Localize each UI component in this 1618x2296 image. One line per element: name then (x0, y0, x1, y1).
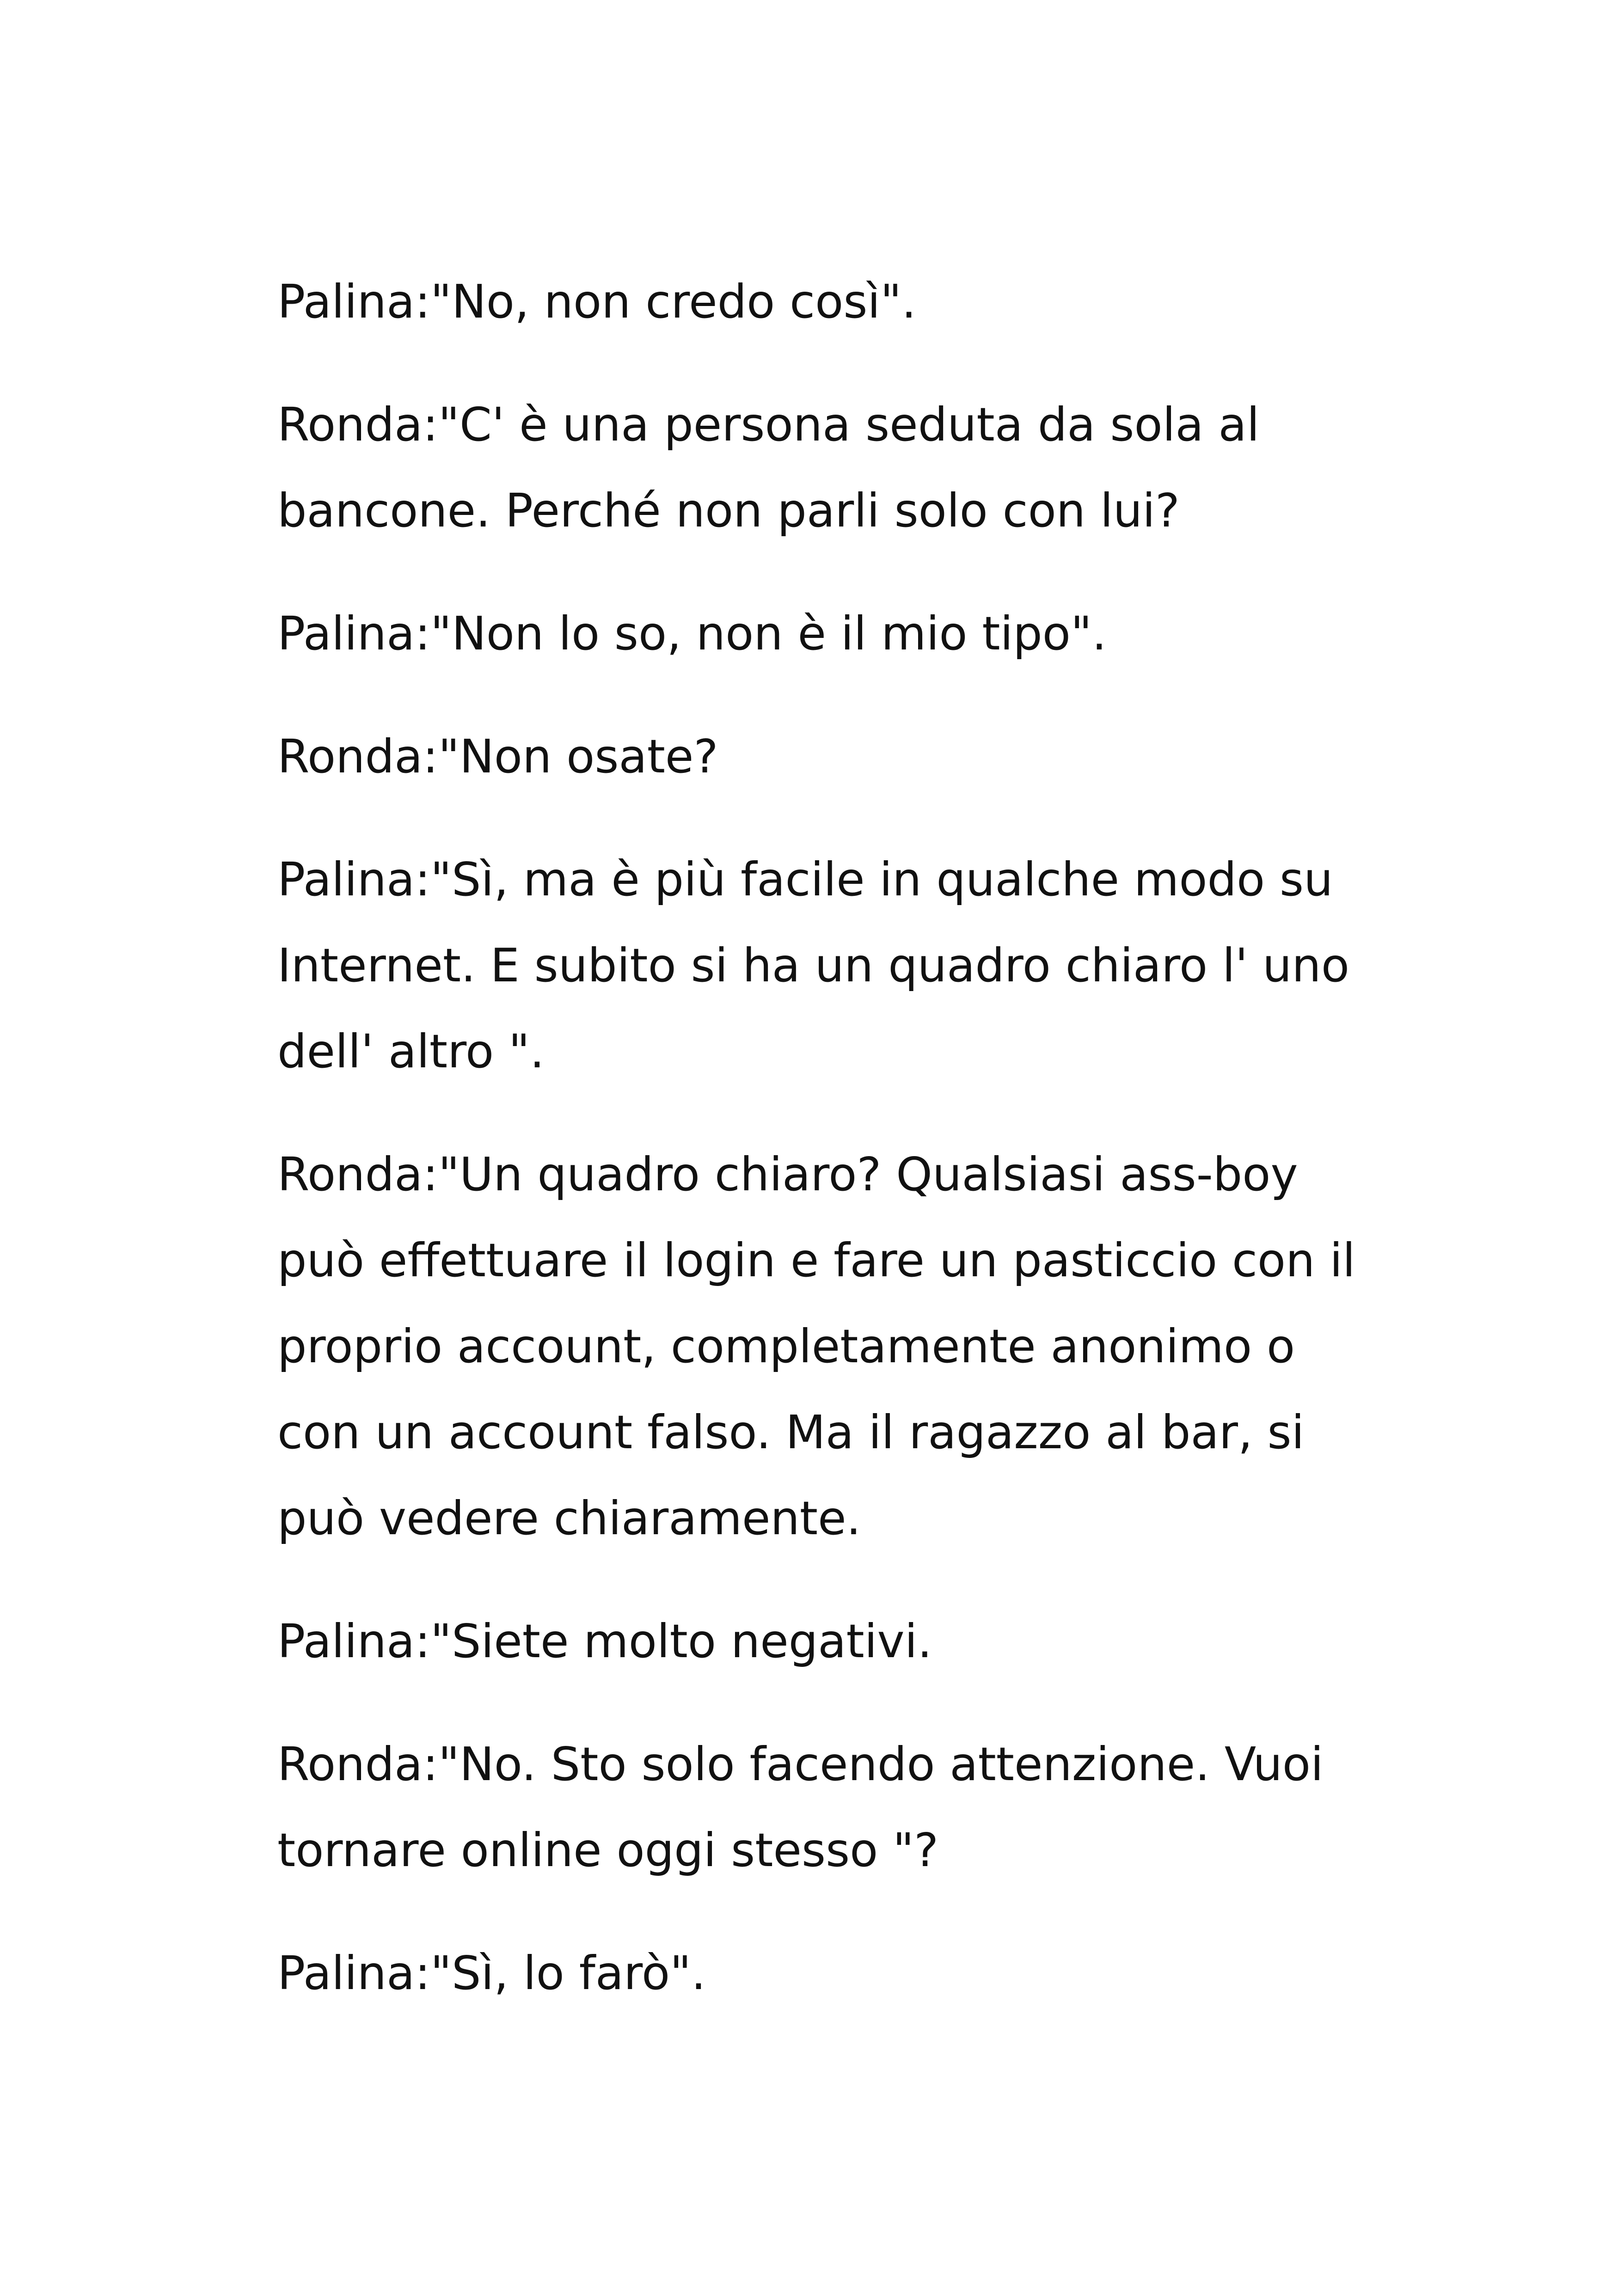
text-line: Palina:"Sì, lo farò". (277, 1946, 706, 2000)
paragraph-6 (277, 1132, 1387, 1561)
text-line: dell' altro ". (277, 1024, 545, 1078)
text-line: proprio account, completamente anonimo o (277, 1319, 1295, 1373)
text-line: tornare online oggi stesso "? (277, 1823, 939, 1877)
text-line: Palina:"No, non credo così". (277, 275, 916, 329)
paragraph-5 (277, 837, 1387, 1095)
text-line: Palina:"Non lo so, non è il mio tipo". (277, 606, 1107, 661)
paragraph-2 (277, 382, 1387, 554)
paragraph-7 (277, 1598, 1387, 1684)
text-line: può effettuare il login e fare un pasticcio con il (277, 1233, 1355, 1287)
text-line: Ronda:"Un quadro chiaro? Qualsiasi ass-boy (277, 1147, 1298, 1201)
text-line: con un account falso. Ma il ragazzo al bar, si (277, 1405, 1305, 1459)
text-line: Ronda:"C' è una persona seduta da sola al (277, 398, 1260, 452)
text-line: Palina:"Sì, ma è più facile in qualche modo su (277, 852, 1333, 906)
text-line: bancone. Perché non parli solo con lui? (277, 484, 1180, 538)
paragraph-8 (277, 1721, 1387, 1893)
dialogue-text (277, 259, 1387, 2053)
paragraph-4 (277, 714, 1387, 800)
text-line: Ronda:"No. Sto solo facendo attenzione. Vuoi (277, 1737, 1324, 1791)
text-line: Palina:"Siete molto negativi. (277, 1614, 932, 1668)
paragraph-1 (277, 259, 1387, 345)
paragraph-9 (277, 1930, 1387, 2016)
text-line: Ronda:"Non osate? (277, 729, 718, 784)
text-line: può vedere chiaramente. (277, 1491, 861, 1545)
paragraph-3 (277, 591, 1387, 677)
text-line: Internet. E subito si ha un quadro chiaro l' uno (277, 938, 1349, 992)
